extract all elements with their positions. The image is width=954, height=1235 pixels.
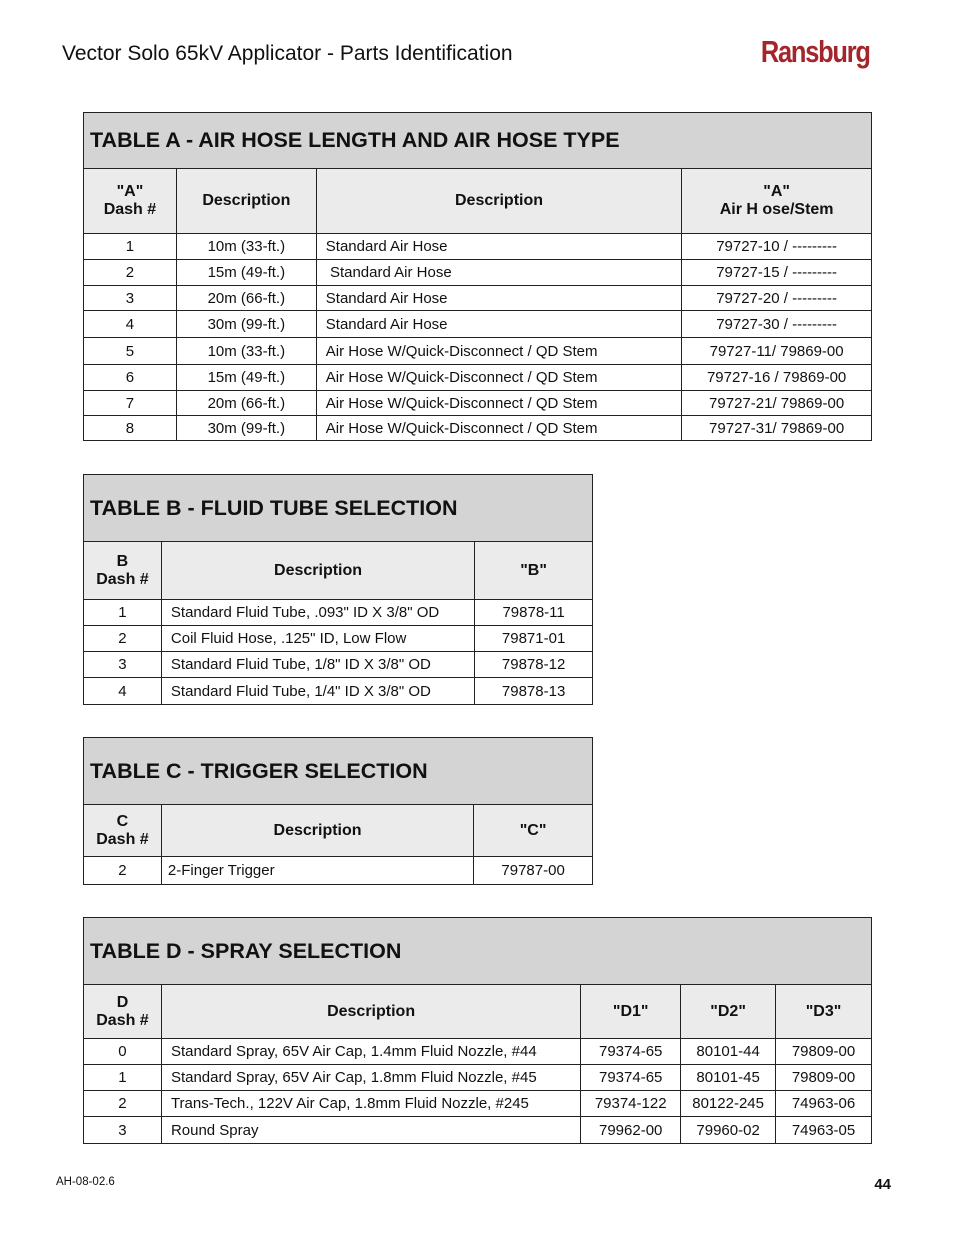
- description-cell: Standard Spray, 65V Air Cap, 1.4mm Fluid Nozzle, #44: [161, 1039, 580, 1065]
- part-number-cell: 79727-16 / 79869-00: [682, 365, 872, 391]
- dash-cell: 3: [84, 286, 177, 311]
- table-a-header-dash: "A" Dash #: [84, 169, 177, 234]
- description-cell: Coil Fluid Hose, .125" ID, Low Flow: [161, 626, 474, 652]
- dash-cell: 1: [84, 1065, 162, 1091]
- table-c-header-description: Description: [161, 805, 473, 857]
- part-number-cell: 79727-20 / ---------: [682, 286, 872, 311]
- table-row: [84, 678, 593, 705]
- dash-cell: 1: [84, 234, 177, 260]
- table-a-header-description: Description: [316, 169, 681, 234]
- length-cell: 20m (66-ft.): [176, 391, 316, 416]
- part-number-cell: 79878-12: [475, 652, 593, 678]
- d2-cell: 79960-02: [681, 1117, 776, 1144]
- description-cell: Standard Spray, 65V Air Cap, 1.8mm Fluid Nozzle, #45: [161, 1065, 580, 1091]
- part-number-cell: 79878-13: [475, 678, 593, 705]
- table-row: [84, 311, 872, 338]
- d3-cell: 79809-00: [776, 1065, 872, 1091]
- part-number-cell: 79871-01: [475, 626, 593, 652]
- part-number-cell: 79727-21/ 79869-00: [682, 391, 872, 416]
- dash-cell: 2: [84, 1091, 162, 1117]
- table-a-header-length: Description: [176, 169, 316, 234]
- d2-cell: 80101-44: [681, 1039, 776, 1065]
- table-row: [84, 416, 872, 441]
- description-cell: Standard Fluid Tube, 1/4" ID X 3/8" OD: [161, 678, 474, 705]
- description-cell: Standard Air Hose: [316, 311, 681, 338]
- d3-cell: 74963-05: [776, 1117, 872, 1144]
- description-cell: Trans-Tech., 122V Air Cap, 1.8mm Fluid Nozzle, #245: [161, 1091, 580, 1117]
- part-number-cell: 79727-31/ 79869-00: [682, 416, 872, 441]
- table-row: [84, 365, 872, 391]
- length-cell: 10m (33-ft.): [176, 338, 316, 365]
- part-number-cell: 79878-11: [475, 600, 593, 626]
- description-cell: Standard Air Hose: [316, 260, 681, 286]
- dash-cell: 4: [84, 678, 162, 705]
- description-cell: Air Hose W/Quick-Disconnect / QD Stem: [316, 391, 681, 416]
- dash-cell: 3: [84, 652, 162, 678]
- part-number-cell: 79727-30 / ---------: [682, 311, 872, 338]
- part-number-cell: 79727-10 / ---------: [682, 234, 872, 260]
- dash-cell: 7: [84, 391, 177, 416]
- dash-cell: 1: [84, 600, 162, 626]
- description-cell: Round Spray: [161, 1117, 580, 1144]
- description-cell: Air Hose W/Quick-Disconnect / QD Stem: [316, 338, 681, 365]
- dash-cell: 2: [84, 857, 162, 885]
- table-row: [84, 1039, 872, 1065]
- part-number-cell: 79787-00: [474, 857, 593, 885]
- part-number-cell: 79727-15 / ---------: [682, 260, 872, 286]
- table-c-header-dash: C Dash #: [84, 805, 162, 857]
- d3-cell: 79809-00: [776, 1039, 872, 1065]
- length-cell: 30m (99-ft.): [176, 311, 316, 338]
- table-row: [84, 600, 593, 626]
- table-b-title: TABLE B - FLUID TUBE SELECTION: [84, 475, 593, 542]
- dash-cell: 8: [84, 416, 177, 441]
- d3-cell: 74963-06: [776, 1091, 872, 1117]
- dash-cell: 6: [84, 365, 177, 391]
- table-b-fluid-tube: [83, 474, 593, 705]
- table-d-header-d2: "D2": [681, 985, 776, 1039]
- length-cell: 10m (33-ft.): [176, 234, 316, 260]
- page-title: Vector Solo 65kV Applicator - Parts Identification: [62, 42, 513, 65]
- ransburg-logo: Ransburg: [761, 34, 870, 69]
- table-row: [84, 1091, 872, 1117]
- table-c-title: TABLE C - TRIGGER SELECTION: [84, 738, 593, 805]
- d1-cell: 79374-65: [581, 1039, 681, 1065]
- document-code: AH-08-02.6: [56, 1176, 115, 1188]
- description-cell: 2-Finger Trigger: [161, 857, 473, 885]
- length-cell: 15m (49-ft.): [176, 260, 316, 286]
- table-a-air-hose: [83, 112, 872, 441]
- table-row: [84, 652, 593, 678]
- table-d-header-d1: "D1": [581, 985, 681, 1039]
- description-cell: Standard Fluid Tube, 1/8" ID X 3/8" OD: [161, 652, 474, 678]
- length-cell: 20m (66-ft.): [176, 286, 316, 311]
- description-cell: Standard Air Hose: [316, 286, 681, 311]
- part-number-cell: 79727-11/ 79869-00: [682, 338, 872, 365]
- length-cell: 30m (99-ft.): [176, 416, 316, 441]
- table-row: [84, 286, 872, 311]
- table-d-header-dash: D Dash #: [84, 985, 162, 1039]
- table-d-title: TABLE D - SPRAY SELECTION: [84, 918, 872, 985]
- table-row: [84, 391, 872, 416]
- table-b-header-description: Description: [161, 542, 474, 600]
- d2-cell: 80101-45: [681, 1065, 776, 1091]
- table-c-header-part: "C": [474, 805, 593, 857]
- dash-cell: 2: [84, 626, 162, 652]
- table-d-spray: [83, 917, 872, 1144]
- dash-cell: 2: [84, 260, 177, 286]
- table-row: [84, 338, 872, 365]
- description-cell: Air Hose W/Quick-Disconnect / QD Stem: [316, 416, 681, 441]
- table-row: [84, 234, 872, 260]
- dash-cell: 0: [84, 1039, 162, 1065]
- length-cell: 15m (49-ft.): [176, 365, 316, 391]
- table-d-header-description: Description: [161, 985, 580, 1039]
- table-d-header-d3: "D3": [776, 985, 872, 1039]
- description-cell: Standard Air Hose: [316, 234, 681, 260]
- table-b-header-dash: B Dash #: [84, 542, 162, 600]
- dash-cell: 3: [84, 1117, 162, 1144]
- table-row: [84, 1117, 872, 1144]
- table-row: [84, 626, 593, 652]
- table-row: [84, 1065, 872, 1091]
- dash-cell: 4: [84, 311, 177, 338]
- d2-cell: 80122-245: [681, 1091, 776, 1117]
- dash-cell: 5: [84, 338, 177, 365]
- table-a-title: TABLE A - AIR HOSE LENGTH AND AIR HOSE TYPE: [84, 113, 872, 169]
- table-row: [84, 260, 872, 286]
- d1-cell: 79962-00: [581, 1117, 681, 1144]
- table-row: [84, 857, 593, 885]
- d1-cell: 79374-122: [581, 1091, 681, 1117]
- table-a-header-hose-stem: "A" Air H ose/Stem: [682, 169, 872, 234]
- page-number: 44: [874, 1176, 891, 1193]
- d1-cell: 79374-65: [581, 1065, 681, 1091]
- description-cell: Air Hose W/Quick-Disconnect / QD Stem: [316, 365, 681, 391]
- description-cell: Standard Fluid Tube, .093" ID X 3/8" OD: [161, 600, 474, 626]
- table-b-header-part: "B": [475, 542, 593, 600]
- table-c-trigger: [83, 737, 593, 885]
